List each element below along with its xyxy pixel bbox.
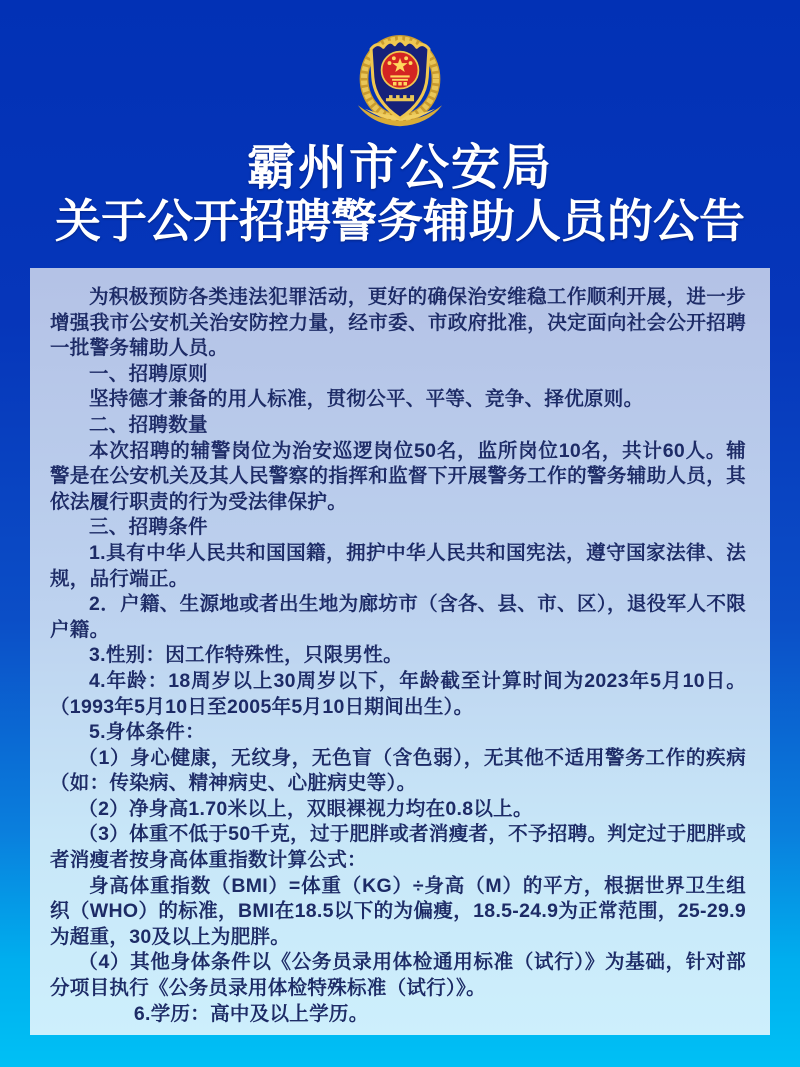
bureau-title: 霸州市公安局 [246,141,553,195]
section1-heading: 一、招聘原则 [89,362,208,385]
condition-3-gender: 3.性别：因工作特殊性，只限男性。 [89,644,403,667]
physical-3-weight: （3）体重不低于50千克，过于肥胖或者消瘦者，不予招聘。判定过于肥胖或者消瘦者按身高体重指数计算公式： [50,823,746,872]
condition-2-residence: 2．户籍、生源地或者出生地为廊坊市（含各、县、市、区），退役军人不限户籍。 [50,593,746,641]
physical-2-height-vision: （2）净身高1.70米以上，双眼裸视力均在0.8以上。 [78,797,533,820]
police-badge-icon [347,28,453,128]
condition-1-nationality: 1.具有中华人民共和国国籍，拥护中华人民共和国宪法，遵守国家法律、法规，品行端正。 [50,541,746,590]
section2-heading: 二、招聘数量 [89,413,208,436]
condition-6-education: 6.学历：高中及以上学历。 [133,1002,369,1025]
physical-1-health: （1）身心健康，无纹身，无色盲（含色弱），无其他不适用警务工作的疾病（如：传染病、精神病史、心脏病史等）。 [50,746,746,795]
announcement-title: 关于公开招聘警务辅助人员的公告 [55,195,745,247]
section1-body: 坚持德才兼备的用人标准，贯彻公平、平等、竞争、择优原则。 [89,388,644,411]
section2-body: 本次招聘的辅警岗位为治安巡逻岗位50名，监所岗位10名，共计60人。辅警是在公安机关及其人民警察的指挥和监督下开展警务工作的警务辅助人员，其依法履行职责的行为受法律保护。 [50,439,746,513]
condition-4-age: 4.年龄：18周岁以上30周岁以下，年龄截至计算时间为2023年5月10日。（1993年5月10日至2005年5月10日期间出生）。 [50,669,746,718]
bmi-formula: 身高体重指数（BMI）=体重（KG）÷身高（M）的平方，根据世界卫生组织（WHO）的标准，BMI在18.5以下的为偏瘦，18.5-24.9为正常范围，25-29.9为超重，30及以上为肥胖。 [50,874,746,948]
physical-4-standards: （4）其他身体条件以《公务员录用体检通用标准（试行）》为基础，针对部分项目执行《公务员录用体检特殊标准（试行）》。 [50,951,746,1000]
condition-5-physical: 5.身体条件： [89,721,205,744]
section3-heading: 三、招聘条件 [89,516,208,539]
announcement-body-panel [30,268,770,1035]
intro-paragraph: 为积极预防各类违法犯罪活动，更好的确保治安维稳工作顺利开展，进一步增强我市公安机关治安防控力量，经市委、市政府批准，决定面向社会公开招聘一批警务辅助人员。 [50,286,746,360]
